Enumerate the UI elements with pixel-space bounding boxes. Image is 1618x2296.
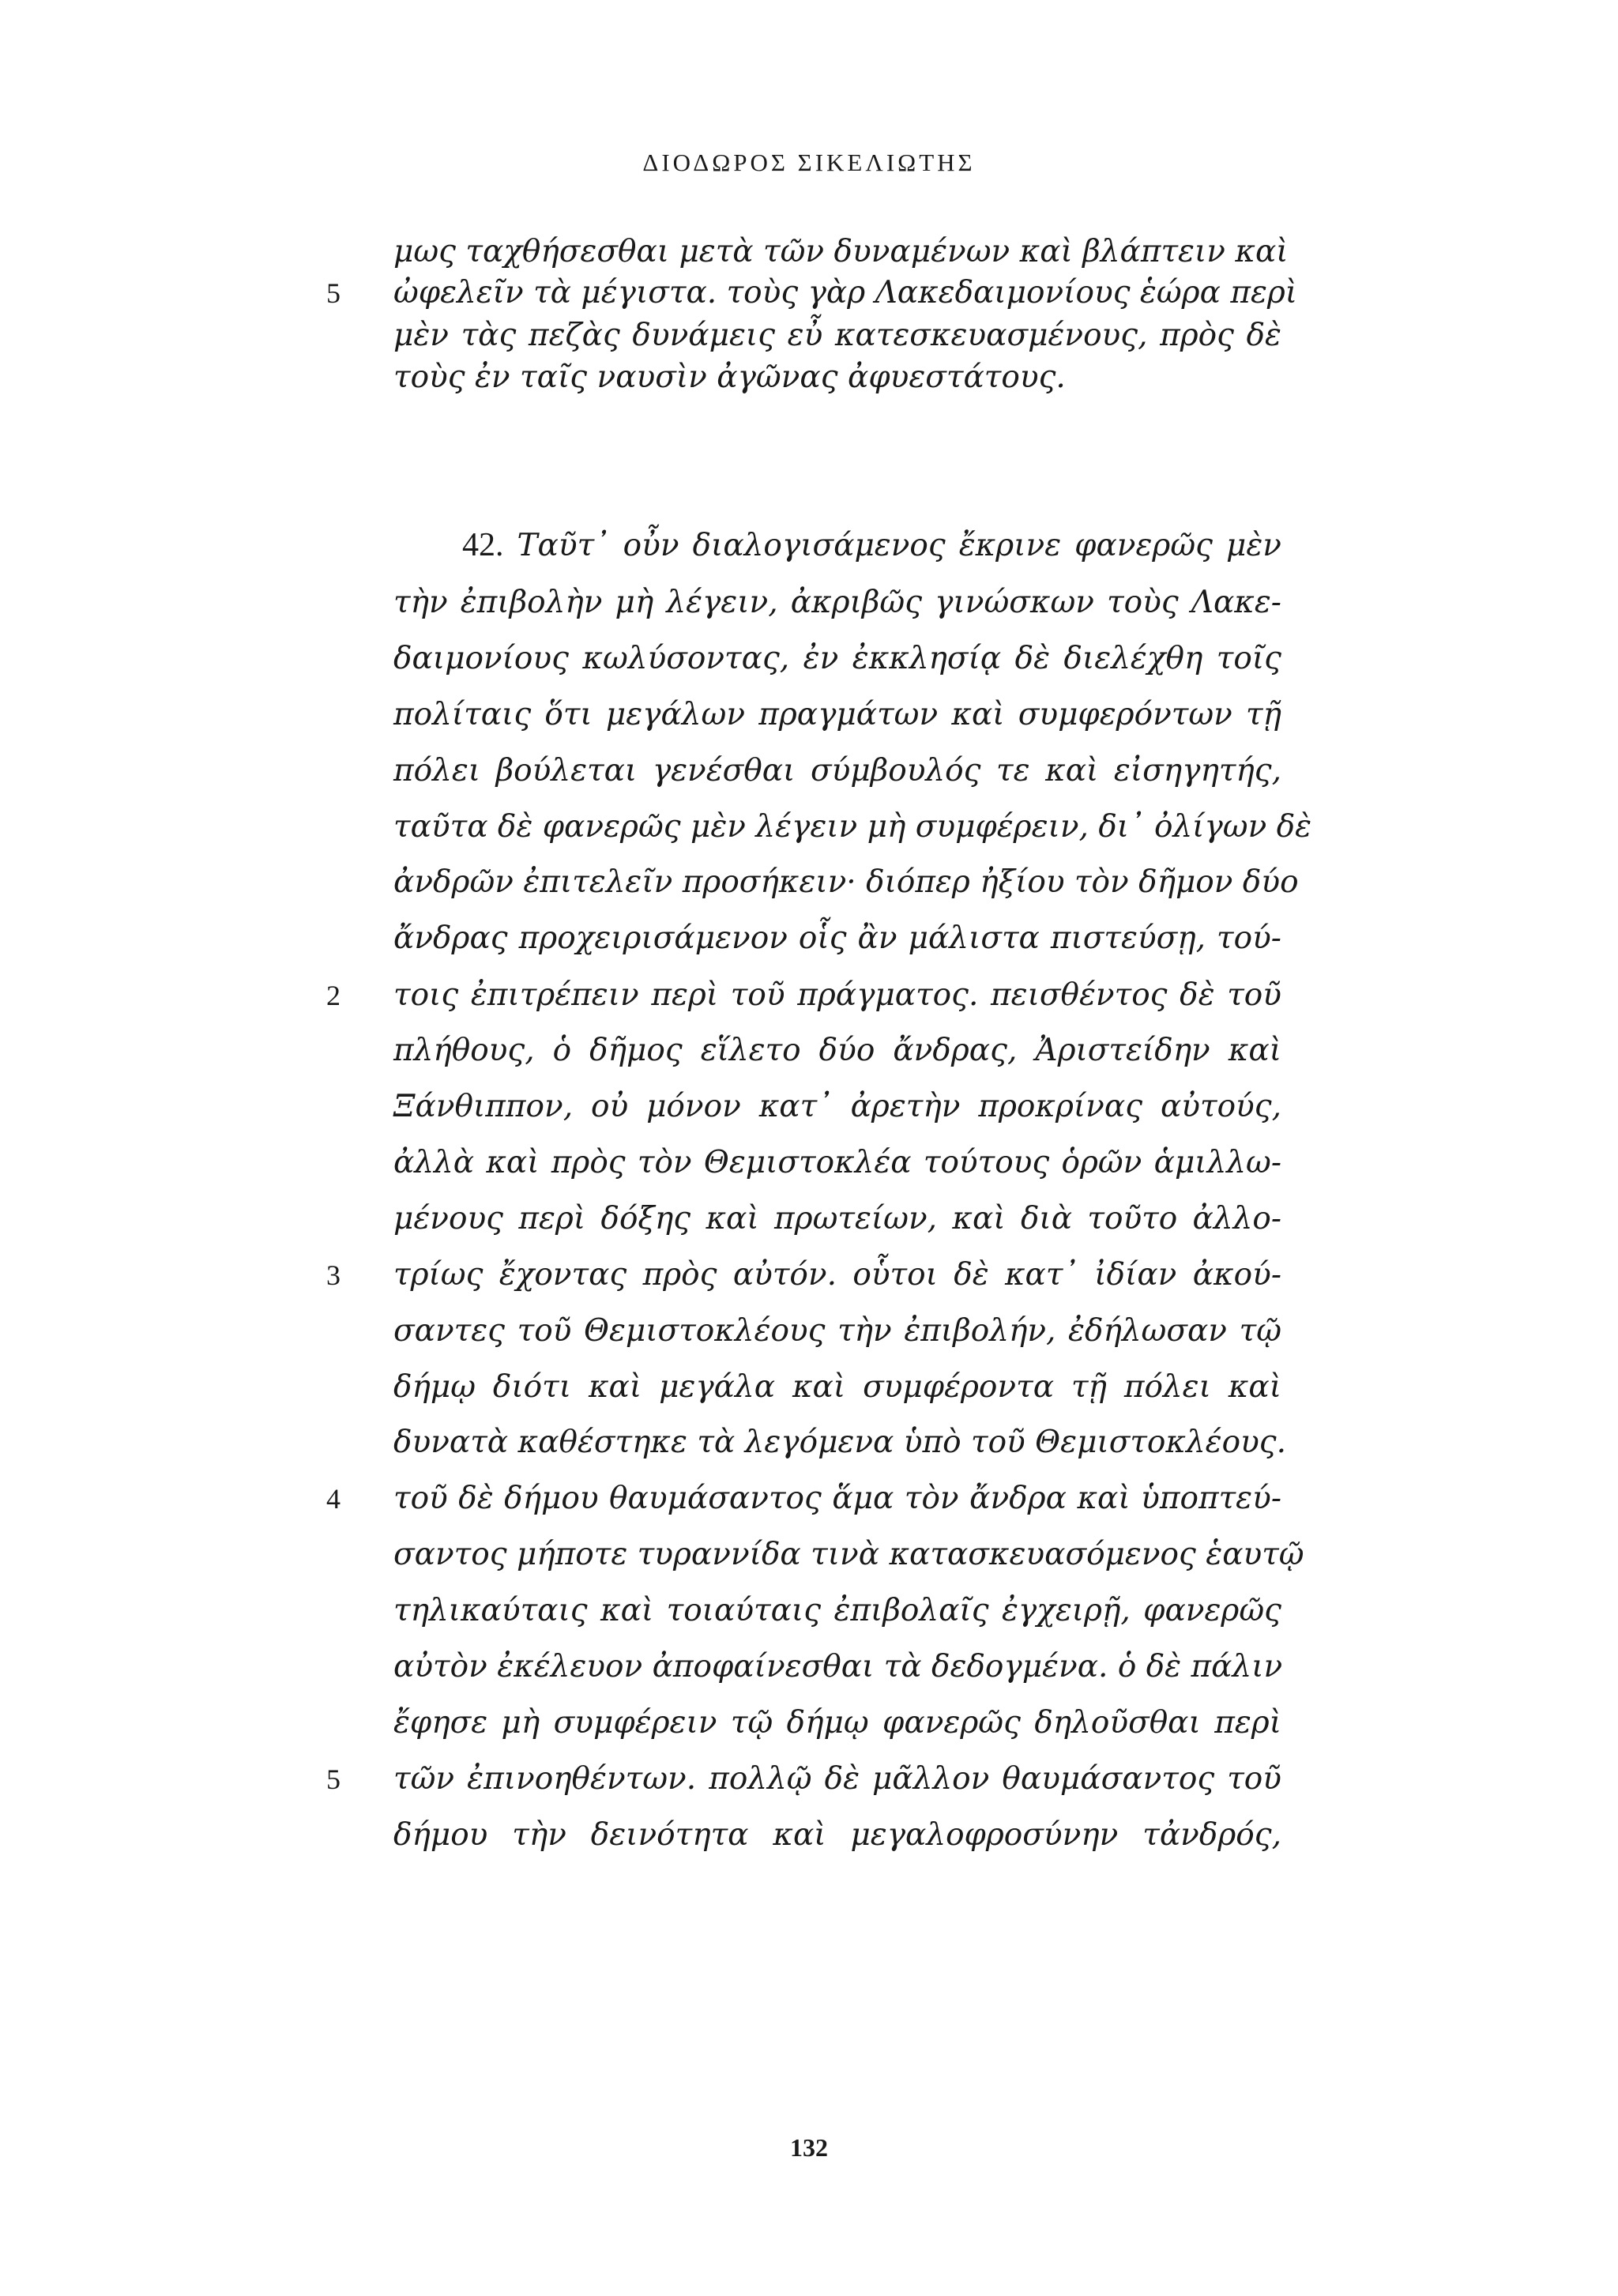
text-line: πόλει βούλεται γενέσθαι σύμβουλός τε καὶ εἰσηγητής, [393, 753, 1281, 789]
running-title: ΔΙΟΔΩΡΟΣ ΣΙΚΕΛΙΩΤΗΣ [642, 149, 976, 176]
page-number: 132 [790, 2133, 828, 2162]
text-line: δυνατὰ καθέστηκε τὰ λεγόμενα ὑπὸ τοῦ Θεμιστοκλέους. [393, 1425, 1287, 1460]
text-line: τηλικαύταις καὶ τοιαύταις ἐπιβολαῖς ἐγχειρῇ, φανερῶς [393, 1593, 1281, 1628]
text-line: μένους περὶ δόξης καὶ πρωτείων, καὶ διὰ τοῦτο ἀλλο- [393, 1201, 1281, 1236]
text-line: δήμῳ διότι καὶ μεγάλα καὶ συμφέροντα τῇ πόλει καὶ [393, 1369, 1281, 1405]
text-line: ἄνδρας προχειρισάμενον οἷς ἂν μάλιστα πιστεύσῃ, τού- [393, 920, 1281, 956]
text-line: Ξάνθιππον, οὐ μόνον κατ᾽ ἀρετὴν προκρίνας αὐτούς, [393, 1089, 1281, 1124]
text-line: Ταῦτ᾽ οὖν διαλογισάμενος ἔκρινε φανερῶς μὲν [517, 528, 1281, 563]
line-number: 3 [326, 1259, 341, 1291]
line-number: 4 [326, 1483, 341, 1515]
text-line: σαντες τοῦ Θεμιστοκλέους τὴν ἐπιβολήν, ἐδήλωσαν τῷ [393, 1313, 1281, 1349]
text-line: δήμου τὴν δεινότητα καὶ μεγαλοφροσύνην τἀνδρός, [393, 1817, 1281, 1853]
text-line: μὲν τὰς πεζὰς δυνάμεις εὖ κατεσκευασμένους, πρὸς δὲ [393, 318, 1281, 353]
line-number: 5 [326, 1763, 341, 1795]
text-line: πολίταις ὅτι μεγάλων πραγμάτων καὶ συμφερόντων τῇ [393, 697, 1281, 732]
text-line: μως ταχθήσεσθαι μετὰ τῶν δυναμένων καὶ βλάπτειν καὶ [393, 234, 1289, 269]
text-line: σαντος μήποτε τυραννίδα τινὰ κατασκευασόμενος ἑαυτῷ [393, 1537, 1304, 1572]
chapter-opening-line [462, 525, 1281, 566]
text-line: ἀλλὰ καὶ πρὸς τὸν Θεμιστοκλέα τούτους ὁρῶν ἁμιλλω- [393, 1145, 1281, 1180]
text-line: τοις ἐπιτρέπειν περὶ τοῦ πράγματος. πεισθέντος δὲ τοῦ [393, 977, 1281, 1013]
text-line: τῶν ἐπινοηθέντων. πολλῷ δὲ μᾶλλον θαυμάσαντος τοῦ [393, 1761, 1281, 1797]
chapter-number: 42. [462, 527, 504, 563]
text-line: ὠφελεῖν τὰ μέγιστα. τοὺς γὰρ Λακεδαιμονίους ἑώρα περὶ [393, 275, 1298, 311]
text-line: πλήθους, ὁ δῆμος εἵλετο δύο ἄνδρας, Ἀριστείδην καὶ [393, 1033, 1281, 1068]
text-line: ταῦτα δὲ φανερῶς μὲν λέγειν μὴ συμφέρειν, δι᾽ ὀλίγων δὲ [393, 809, 1312, 845]
line-number: 5 [326, 277, 341, 309]
text-line: τὴν ἐπιβολὴν μὴ λέγειν, ἀκριβῶς γινώσκων τοὺς Λακε- [393, 585, 1281, 620]
text-line: τρίως ἔχοντας πρὸς αὐτόν. οὗτοι δὲ κατ᾽ ἰδίαν ἀκού- [393, 1257, 1281, 1293]
text-line: δαιμονίους κωλύσοντας, ἐν ἐκκλησίᾳ δὲ διελέχθη τοῖς [393, 641, 1281, 676]
text-line: ἔφησε μὴ συμφέρειν τῷ δήμῳ φανερῶς δηλοῦσθαι περὶ [393, 1705, 1281, 1741]
line-number: 2 [326, 980, 341, 1011]
text-line: τοῦ δὲ δήμου θαυμάσαντος ἅμα τὸν ἄνδρα καὶ ὑποπτεύ- [393, 1481, 1281, 1516]
text-line: αὐτὸν ἐκέλευον ἀποφαίνεσθαι τὰ δεδογμένα. ὁ δὲ πάλιν [393, 1649, 1283, 1684]
text-line: ἀνδρῶν ἐπιτελεῖν προσήκειν· διόπερ ἠξίου τὸν δῆμον δύο [393, 864, 1299, 900]
text-line: τοὺς ἐν ταῖς ναυσὶν ἀγῶνας ἀφυεστάτους. [393, 359, 1066, 395]
